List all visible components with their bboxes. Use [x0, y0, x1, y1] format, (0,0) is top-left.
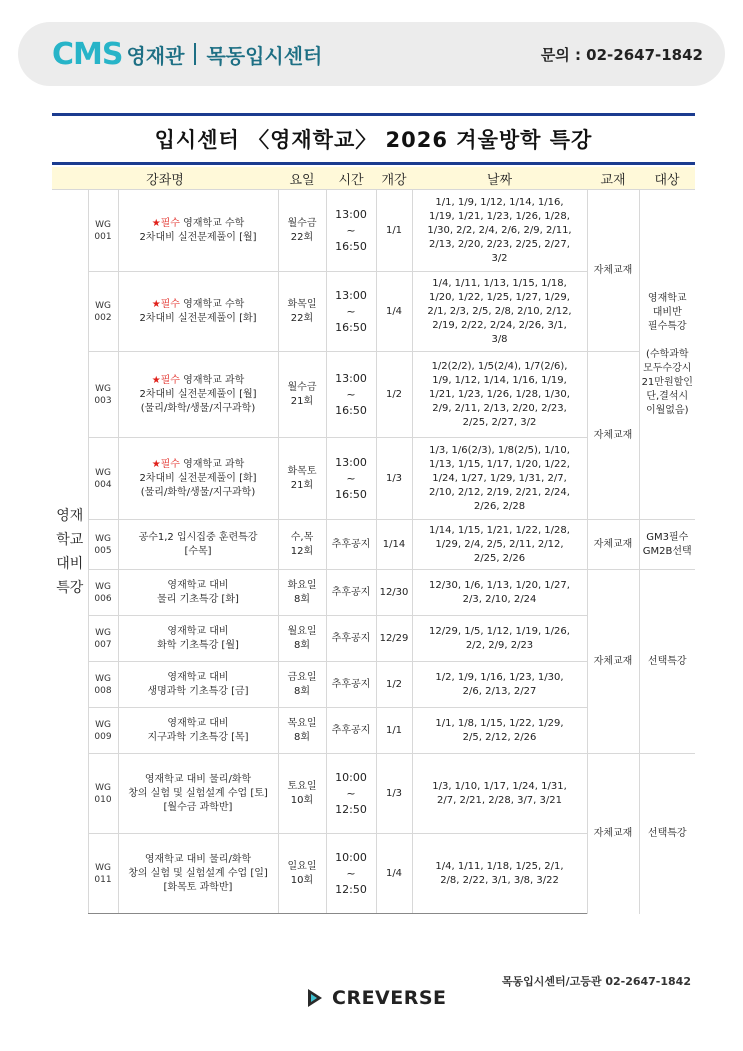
course-name: 영재학교 대비 화학 기초특강 [월] [157, 625, 239, 651]
course-name-cell [118, 438, 278, 520]
course-start: 1/4 [376, 272, 412, 352]
group-label: 영재 학교 대비 특강 [52, 190, 88, 914]
must-badge: ★필수 [151, 458, 180, 470]
course-code: WG 002 [88, 272, 118, 352]
table-row [52, 520, 695, 570]
course-dates: 1/4, 1/11, 1/13, 1/15, 1/18, 1/20, 1/22, 1/25, 1/27, 1/29, 2/1, 2/3, 2/5, 2/8, 2/10, 2/12, 2/19, 2/22, 2/24, 2/26, 3/1, 3/8 [412, 272, 587, 352]
course-start: 1/4 [376, 834, 412, 914]
course-code: WG 010 [88, 754, 118, 834]
textbook: 자체교재 [587, 754, 639, 914]
course-time: 추후공지 [326, 520, 376, 570]
page-title: 입시센터 〈영재학교〉 2026 겨울방학 특강 [154, 128, 593, 152]
course-code: WG 003 [88, 352, 118, 438]
table-row [52, 190, 695, 272]
textbook: 자체교재 [587, 352, 639, 520]
logo-divider [194, 43, 196, 65]
contact-phone: 문의 : 02-2647-1842 [540, 46, 703, 64]
course-start: 1/14 [376, 520, 412, 570]
logo-cms: CMS [52, 36, 123, 72]
logo [52, 34, 322, 74]
course-name-cell [118, 570, 278, 616]
course-day: 월수금 22회 [278, 190, 326, 272]
course-name: 영재학교 수학 2차대비 실전문제풀이 [월] [139, 217, 257, 243]
course-day: 화목일 22회 [278, 272, 326, 352]
course-name-cell [118, 520, 278, 570]
course-dates: 1/3, 1/6(2/3), 1/8(2/5), 1/10, 1/13, 1/15, 1/17, 1/20, 1/22, 1/24, 1/27, 1/29, 1/31, 2/7, 2/10, 2/12, 2/19, 2/21, 2/24, 2/26, 2/28 [412, 438, 587, 520]
creverse-text: CREVERSE [332, 987, 447, 1009]
course-dates: 1/3, 1/10, 1/17, 1/24, 1/31, 2/7, 2/21, 2/28, 3/7, 3/21 [412, 754, 587, 834]
course-name: 영재학교 과학 2차대비 실전문제풀이 [화] (물리/화학/생물/지구과학) [139, 458, 257, 498]
course-name-cell [118, 190, 278, 272]
course-dates: 12/29, 1/5, 1/12, 1/19, 1/26, 2/2, 2/9, 2/23 [412, 616, 587, 662]
must-badge: ★필수 [151, 298, 180, 310]
course-name: 영재학교 대비 물리 기초특강 [화] [157, 579, 239, 605]
course-time: 10:00 ~ 12:50 [326, 754, 376, 834]
course-day: 목요일 8회 [278, 708, 326, 754]
header-time: 시간 [326, 167, 376, 190]
must-badge: ★필수 [151, 217, 180, 229]
header-textbook: 교재 [587, 167, 639, 190]
course-dates: 1/1, 1/9, 1/12, 1/14, 1/16, 1/19, 1/21, 1/23, 1/26, 1/28, 1/30, 2/2, 2/4, 2/6, 2/9, 2/11, 2/13, 2/20, 2/23, 2/25, 2/27, 3/2 [412, 190, 587, 272]
course-time: 13:00 ~ 16:50 [326, 272, 376, 352]
table-row [52, 352, 695, 438]
course-code: WG 011 [88, 834, 118, 914]
course-name: 영재학교 수학 2차대비 실전문제풀이 [화] [139, 298, 257, 324]
course-code: WG 001 [88, 190, 118, 272]
course-dates: 1/1, 1/8, 1/15, 1/22, 1/29, 2/5, 2/12, 2/26 [412, 708, 587, 754]
schedule-table [52, 167, 695, 914]
course-start: 1/3 [376, 754, 412, 834]
course-start: 12/30 [376, 570, 412, 616]
table-header-row [52, 167, 695, 190]
course-time: 추후공지 [326, 708, 376, 754]
creverse-icon [302, 986, 326, 1010]
course-name-cell [118, 272, 278, 352]
creverse-logo [302, 986, 447, 1010]
course-day: 금요일 8회 [278, 662, 326, 708]
course-dates: 1/14, 1/15, 1/21, 1/22, 1/28, 1/29, 2/4, 2/5, 2/11, 2/12, 2/25, 2/26 [412, 520, 587, 570]
course-code: WG 007 [88, 616, 118, 662]
course-time: 13:00 ~ 16:50 [326, 190, 376, 272]
target: 선택특강 [639, 754, 695, 914]
course-name: 공수1,2 입시집중 훈련특강 [수목] [138, 531, 258, 557]
course-start: 1/1 [376, 708, 412, 754]
course-time: 13:00 ~ 16:50 [326, 352, 376, 438]
course-code: WG 006 [88, 570, 118, 616]
course-code: WG 009 [88, 708, 118, 754]
course-name: 영재학교 대비 물리/화학 창의 실험 및 실험설계 수업 [토] [월수금 과학반] [128, 773, 268, 813]
title-box [52, 113, 695, 165]
header-target: 대상 [639, 167, 695, 190]
course-day: 수,목 12회 [278, 520, 326, 570]
course-day: 화요일 8회 [278, 570, 326, 616]
header-dates: 날짜 [412, 167, 587, 190]
course-dates: 1/2, 1/9, 1/16, 1/23, 1/30, 2/6, 2/13, 2/27 [412, 662, 587, 708]
course-code: WG 005 [88, 520, 118, 570]
course-name: 영재학교 대비 물리/화학 창의 실험 및 실험설계 수업 [일] [화목토 과학반] [128, 853, 268, 893]
table-row [52, 570, 695, 616]
target: 선택특강 [639, 570, 695, 754]
must-badge: ★필수 [151, 374, 180, 386]
course-day: 월수금 21회 [278, 352, 326, 438]
footer-contact: 목동입시센터/고등관 02-2647-1842 [501, 975, 691, 988]
course-time: 추후공지 [326, 570, 376, 616]
target: 영재학교 대비반 필수특강 (수학과학 모두수강시 21만원할인 단,결석시 이월없음) [639, 190, 695, 520]
textbook: 자체교재 [587, 570, 639, 754]
course-name-cell [118, 662, 278, 708]
course-name-cell [118, 708, 278, 754]
table-row [52, 754, 695, 834]
textbook: 자체교재 [587, 520, 639, 570]
course-time: 추후공지 [326, 616, 376, 662]
course-start: 1/2 [376, 662, 412, 708]
course-name: 영재학교 과학 2차대비 실전문제풀이 [월] (물리/화학/생물/지구과학) [139, 374, 257, 414]
logo-name: 영재관 [126, 43, 185, 68]
course-name: 영재학교 대비 지구과학 기초특강 [목] [147, 717, 249, 743]
course-start: 12/29 [376, 616, 412, 662]
course-day: 일요일 10회 [278, 834, 326, 914]
course-day: 월요일 8회 [278, 616, 326, 662]
course-start: 1/1 [376, 190, 412, 272]
target: GM3필수 GM2B선택 [639, 520, 695, 570]
course-dates: 12/30, 1/6, 1/13, 1/20, 1/27, 2/3, 2/10, 2/24 [412, 570, 587, 616]
course-dates: 1/4, 1/11, 1/18, 1/25, 2/1, 2/8, 2/22, 3/1, 3/8, 3/22 [412, 834, 587, 914]
course-name-cell [118, 616, 278, 662]
textbook: 자체교재 [587, 190, 639, 352]
course-code: WG 008 [88, 662, 118, 708]
course-time: 10:00 ~ 12:50 [326, 834, 376, 914]
course-name-cell [118, 834, 278, 914]
course-day: 화목토 21회 [278, 438, 326, 520]
course-time: 13:00 ~ 16:50 [326, 438, 376, 520]
header-start: 개강 [376, 167, 412, 190]
course-dates: 1/2(2/2), 1/5(2/4), 1/7(2/6), 1/9, 1/12, 1/14, 1/16, 1/19, 1/21, 1/23, 1/26, 1/28, 1/30, 2/9, 2/11, 2/13, 2/20, 2/23, 2/25, 2/27, 3/2 [412, 352, 587, 438]
course-start: 1/3 [376, 438, 412, 520]
header-course: 강좌명 [52, 167, 278, 190]
course-name: 영재학교 대비 생명과학 기초특강 [금] [147, 671, 249, 697]
course-start: 1/2 [376, 352, 412, 438]
logo-center-name: 목동입시센터 [206, 43, 323, 68]
course-time: 추후공지 [326, 662, 376, 708]
header-day: 요일 [278, 167, 326, 190]
course-day: 토요일 10회 [278, 754, 326, 834]
course-code: WG 004 [88, 438, 118, 520]
course-name-cell [118, 352, 278, 438]
course-name-cell [118, 754, 278, 834]
